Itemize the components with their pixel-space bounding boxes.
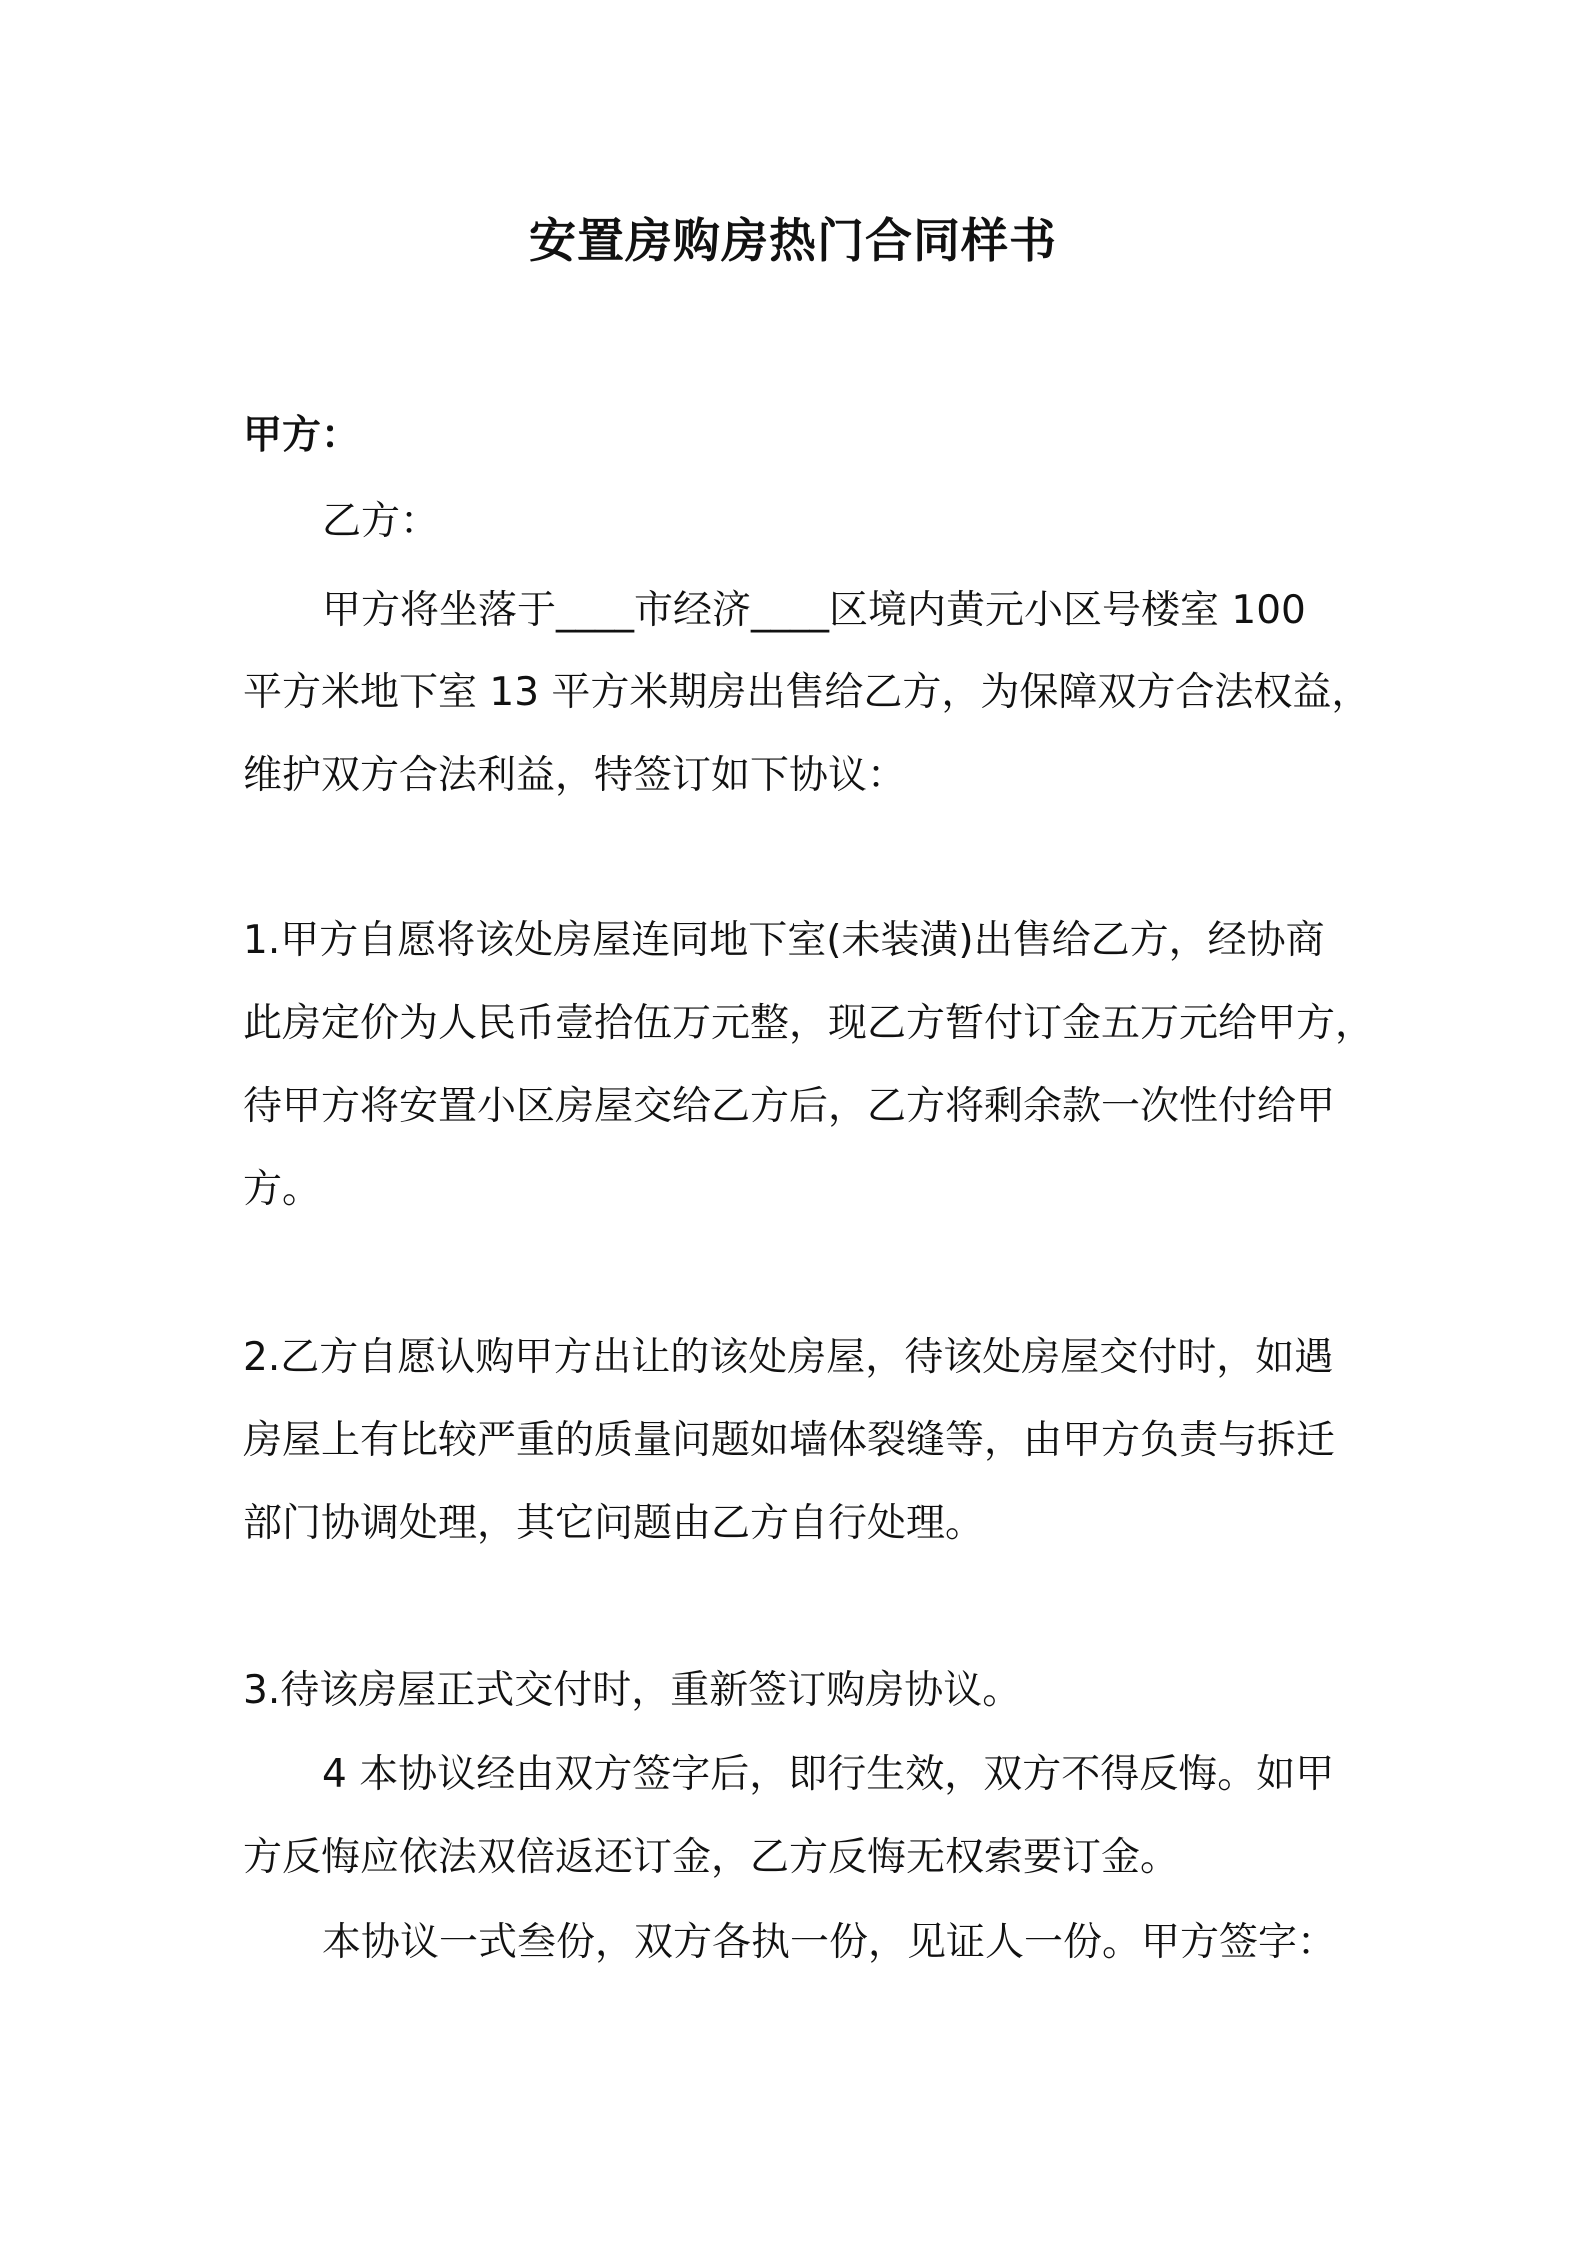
clause-2-line-3: 部门协调处理，其它问题由乙方自行处理。 [243, 1501, 985, 1546]
intro-line-3: 维护双方合法利益，特签订如下协议： [243, 753, 907, 798]
intro-line-2: 平方米地下室 13 平方米期房出售给乙方，为保障双方合法权益， [243, 670, 1371, 715]
clause-2-line-2: 房屋上有比较严重的质量问题如墙体裂缝等，由甲方负责与拆迁 [243, 1418, 1336, 1463]
intro-line-1: 甲方将坐落于____市经济____区境内黄元小区号楼室 100 [322, 588, 1306, 633]
copies-and-signature-line: 本协议一式叁份，双方各执一份，见证人一份。甲方签字： [322, 1920, 1337, 1965]
clause-1-line-1: 1.甲方自愿将该处房屋连同地下室(未装潢)出售给乙方，经协商 [243, 918, 1325, 963]
clause-1-line-4: 方。 [243, 1167, 322, 1212]
clause-4-line-1: 4 本协议经由双方签字后，即行生效，双方不得反悔。如甲 [322, 1752, 1335, 1797]
party-b-label: 乙方： [322, 499, 440, 544]
document-title: 安置房购房热门合同样书 [529, 214, 1057, 269]
party-a-label: 甲方： [243, 413, 361, 458]
clause-3-line-1: 3.待该房屋正式交付时，重新签订购房协议。 [243, 1668, 1022, 1713]
clause-1-line-2: 此房定价为人民币壹拾伍万元整，现乙方暂付订金五万元给甲方， [243, 1001, 1375, 1046]
clause-2-line-1: 2.乙方自愿认购甲方出让的该处房屋，待该处房屋交付时，如遇 [243, 1335, 1334, 1380]
clause-1-line-3: 待甲方将安置小区房屋交给乙方后，乙方将剩余款一次性付给甲 [243, 1084, 1336, 1129]
clause-4-line-2: 方反悔应依法双倍返还订金，乙方反悔无权索要订金。 [243, 1835, 1180, 1880]
